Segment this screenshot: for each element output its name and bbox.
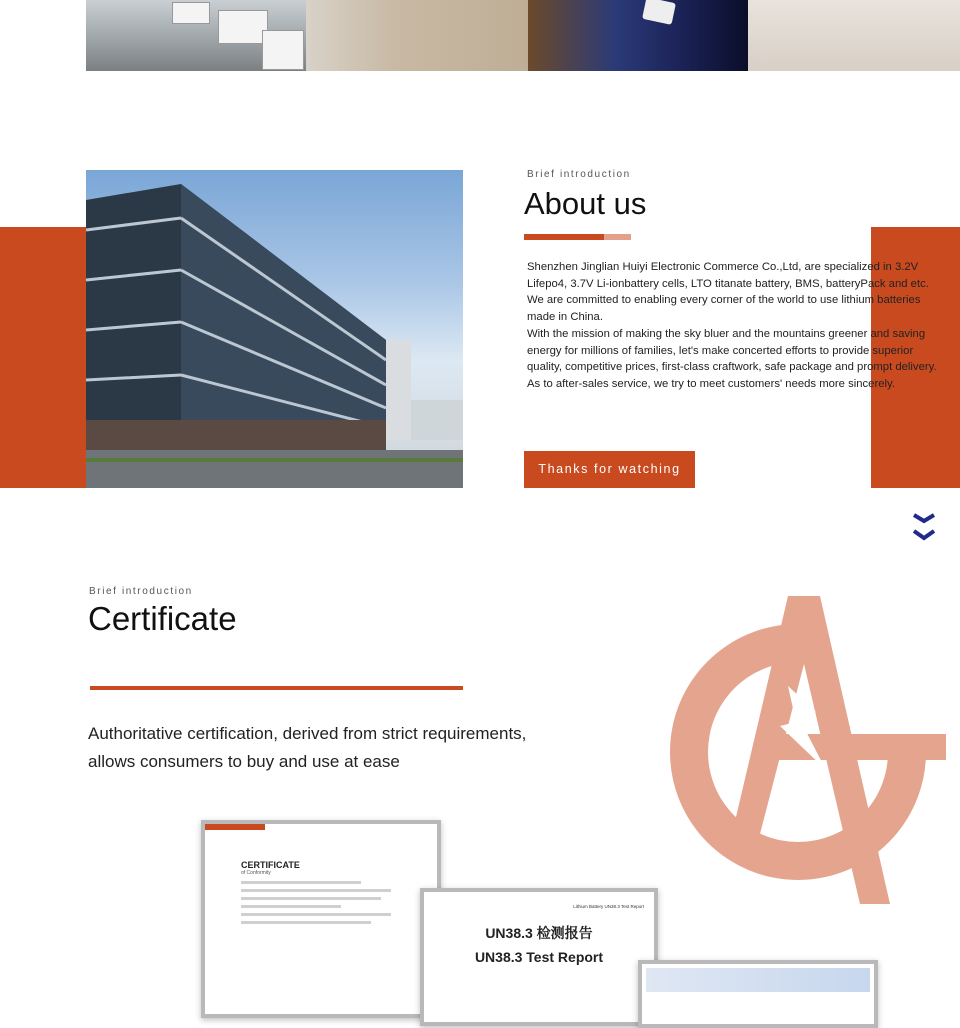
packed-goods-photo [306,0,528,71]
doc-subtitle: of Conformity [241,870,271,876]
certificate-text-line: Authoritative certification, derived from strict requirements, [88,724,527,743]
about-underline-light [604,234,631,240]
battery-cells-photo [528,0,748,71]
certificate-underline [90,686,463,690]
doc-title-en: UN38.3 Test Report [474,949,604,965]
about-body [527,259,937,393]
thanks-for-watching-button[interactable]: Thanks for watching [524,451,695,488]
about-title: About us [524,186,647,221]
top-photo-strip [86,0,960,71]
test-report-document [420,888,658,1026]
about-paragraph: As to after-sales service, we try to meet customers' needs more sincerely. [527,377,895,390]
accent-bar-left [0,227,86,488]
certificate-description [88,720,608,776]
about-paragraph: Shenzhen Jinglian Huiyi Electronic Commerce Co.,Ltd, are specialized in 3.2V Lifepo4, 3.7V Li-ionbattery cells, LTO titanate battery, BMS, batteryPack and etc. [527,261,929,290]
about-paragraph: With the mission of making the sky bluer and the mountains greener and saving energy for millions of families, let's make concerted efforts to provide superior quality, competitive prices, first-class craftwork, safe package and prompt delivery. [527,327,937,374]
company-building-photo [86,170,463,488]
about-underline-dark [524,234,604,240]
building-illustration [86,170,463,488]
certificate-text-line: allows consumers to buy and use at ease [88,752,400,771]
report-document [638,960,878,1028]
certificate-small-label: Brief introduction [89,586,193,597]
about-small-label: Brief introduction [527,169,631,180]
about-paragraph: We are committed to enabling every corner of the world to use lithium batteries made in China. [527,294,921,324]
team-photo [748,0,960,71]
chevron-double-down-icon[interactable] [910,511,938,545]
certificate-title: Certificate [88,600,237,637]
doc-header: Lithium Battery UN38.3 Test Report [573,904,644,909]
doc-title-cn: UN38.3 检测报告 [485,925,593,941]
warehouse-trucks-photo [86,0,306,71]
lightning-a-logo [648,594,948,906]
certificate-document [201,820,441,1018]
doc-title: CERTIFICATE [241,860,300,870]
